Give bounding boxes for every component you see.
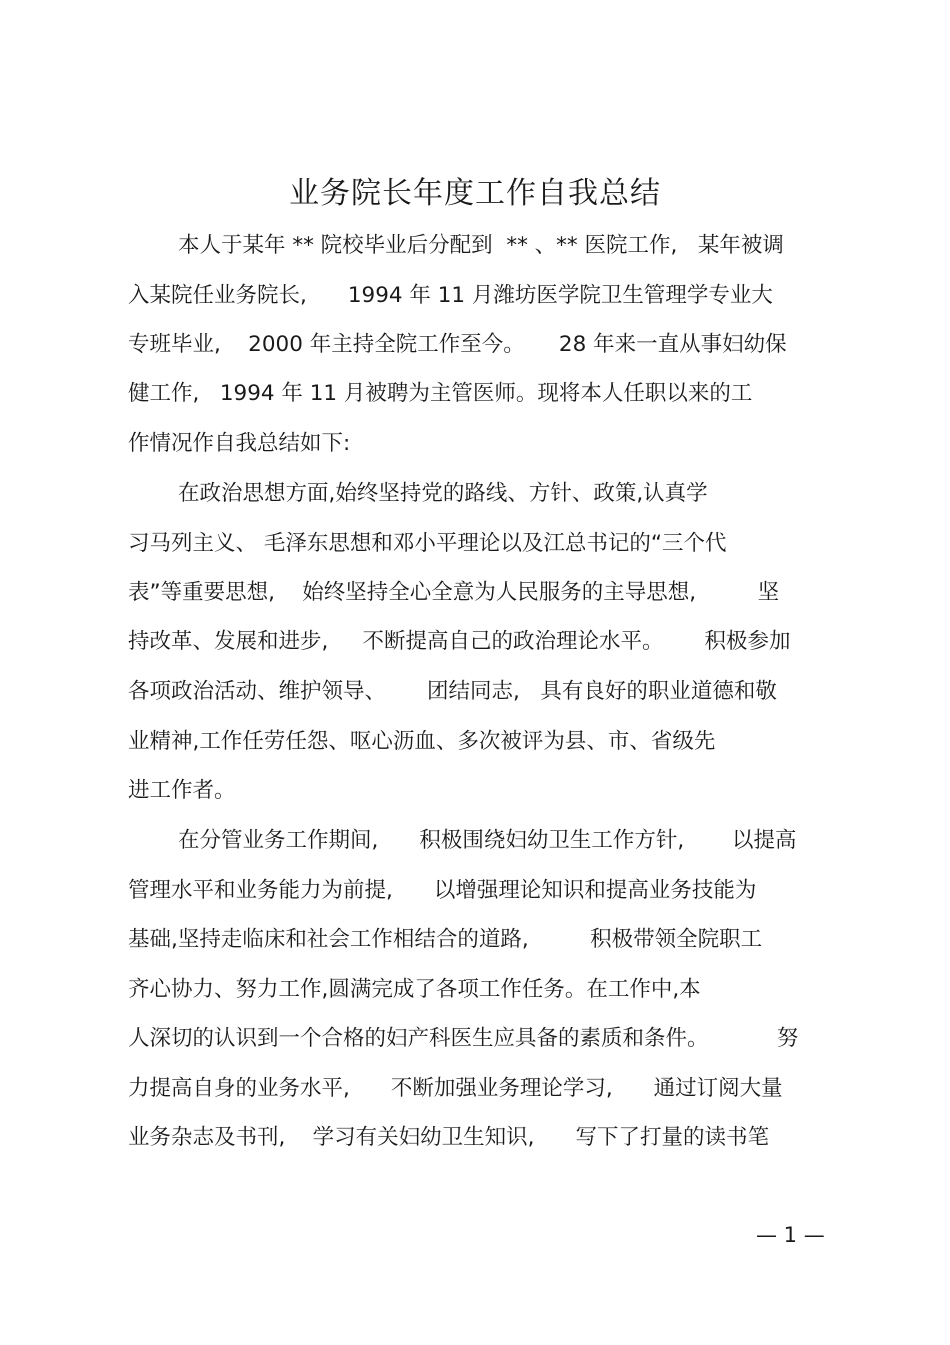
paragraph-1-line-3: 专班毕业, 2000 年主持全院工作至今。 28 年来一直从事妇幼保 bbox=[128, 332, 787, 357]
paragraph-2-line-2: 习马列主义、 毛泽东思想和邓小平理论以及江总书记的“三个代 bbox=[128, 531, 727, 556]
paragraph-3-line-1: 在分管业务工作期间, 积极围绕妇幼卫生工作方针, 以提高 bbox=[178, 828, 797, 853]
paragraph-1-line-2: 入某院任业务院长, 1994 年 11 月潍坊医学院卫生管理学专业大 bbox=[128, 283, 773, 308]
paragraph-1-line-4: 健工作, 1994 年 11 月被聘为主管医师。现将本人任职以来的工 bbox=[128, 381, 753, 406]
paragraph-2-line-6: 业精神,工作任劳任怨、呕心沥血、多次被评为县、市、省级先 bbox=[128, 729, 716, 754]
page-number: — 1 — bbox=[756, 1223, 825, 1247]
paragraph-2-line-1: 在政治思想方面,始终坚持党的路线、方针、政策,认真学 bbox=[178, 481, 708, 506]
paragraph-2-line-5: 各项政治活动、维护领导、 团结同志, 具有良好的职业道德和敬 bbox=[128, 679, 777, 704]
paragraph-3-line-6: 力提高自身的业务水平, 不断加强业务理论学习, 通过订阅大量 bbox=[128, 1076, 783, 1101]
paragraph-2-line-4: 持改革、发展和进步, 不断提高自己的政治理论水平。 积极参加 bbox=[128, 629, 791, 654]
paragraph-3-line-4: 齐心协力、努力工作,圆满完成了各项工作任务。在工作中,本 bbox=[128, 977, 701, 1002]
paragraph-3-line-2: 管理水平和业务能力为前提, 以增强理论知识和提高业务技能为 bbox=[128, 878, 757, 903]
paragraph-2-line-7: 进工作者。 bbox=[128, 778, 236, 803]
paragraph-3-line-5: 人深切的认识到一个合格的妇产科医生应具备的素质和条件。 努 bbox=[128, 1026, 799, 1051]
document-title: 业务院长年度工作自我总结 bbox=[289, 176, 661, 211]
paragraph-3-line-3: 基础,坚持走临床和社会工作相结合的道路, 积极带领全院职工 bbox=[128, 927, 763, 952]
paragraph-2-line-3: 表”等重要思想, 始终坚持全心全意为人民服务的主导思想, 坚 bbox=[128, 580, 780, 605]
paragraph-3-line-7: 业务杂志及书刊, 学习有关妇幼卫生知识, 写下了打量的读书笔 bbox=[128, 1125, 770, 1150]
paragraph-1-line-1: 本人于某年 ** 院校毕业后分配到 ** 、** 医院工作, 某年被调 bbox=[178, 233, 784, 258]
paragraph-1-line-5: 作情况作自我总结如下: bbox=[128, 431, 351, 456]
